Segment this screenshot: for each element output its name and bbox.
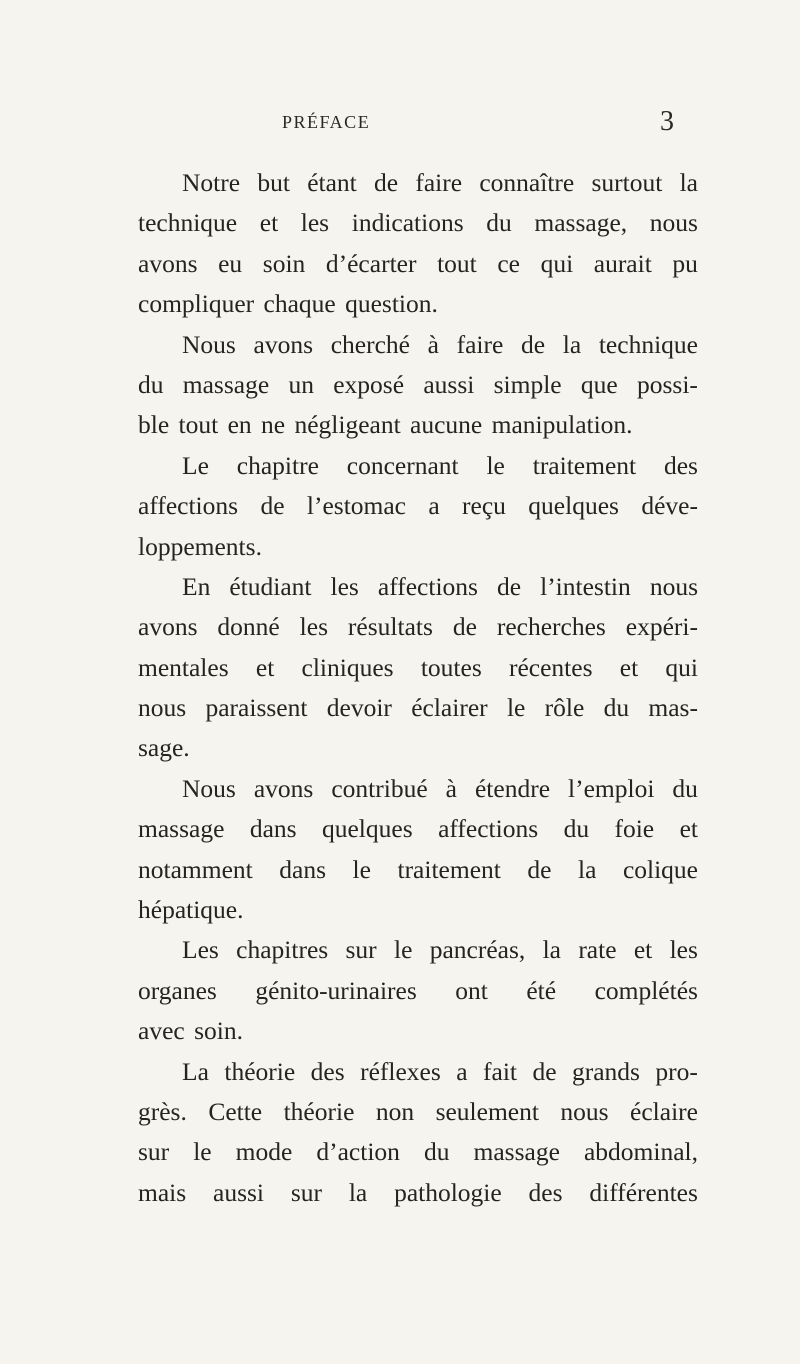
text-line: affections de l’estomac a reçu quelques déve- — [138, 491, 698, 521]
text-line: massage dans quelques affections du foie et — [138, 814, 698, 844]
text-line: du massage un exposé aussi simple que possi- — [138, 369, 698, 399]
text-line: mais aussi sur la pathologie des différentes — [138, 1177, 698, 1207]
text-line: ble tout en ne négligeant aucune manipulation. — [138, 410, 633, 440]
text-line: En étudiant les affections de l’intestin nous — [182, 571, 698, 601]
text-line: avons eu soin d’écarter tout ce qui aurait pu — [138, 248, 698, 278]
text-line: grès. Cette théorie non seulement nous éclaire — [138, 1096, 698, 1126]
text-line: La théorie des réflexes a fait de grands pro- — [182, 1056, 698, 1086]
text-line: sur le mode d’action du massage abdominal, — [138, 1137, 698, 1167]
text-line: Le chapitre concernant le traitement des — [182, 450, 698, 480]
text-line: loppements. — [138, 531, 262, 561]
page-number: 3 — [660, 106, 674, 137]
text-line: Nous avons contribué à étendre l’emploi du — [182, 773, 698, 803]
text-line: Notre but étant de faire connaître surtout la — [182, 168, 698, 197]
text-line: technique et les indications du massage, nous — [138, 208, 698, 238]
text-line: Nous avons cherché à faire de la technique — [182, 329, 698, 359]
text-line: mentales et cliniques toutes récentes et qui — [138, 652, 698, 682]
text-line: organes génito-urinaires ont été complétés — [138, 975, 698, 1005]
text-line: hépatique. — [138, 895, 244, 925]
running-title: PRÉFACE — [282, 112, 371, 132]
text-line: Les chapitres sur le pancréas, la rate et les — [182, 935, 698, 965]
text-line: avons donné les résultats de recherches expéri- — [138, 612, 698, 642]
text-line: notamment dans le traitement de la colique — [138, 854, 698, 884]
body-text — [138, 163, 698, 1213]
text-line: sage. — [138, 733, 190, 763]
text-line: compliquer chaque question. — [138, 289, 438, 319]
text-line: avec soin. — [138, 1016, 243, 1046]
text-line: nous paraissent devoir éclairer le rôle du mas- — [138, 693, 698, 723]
